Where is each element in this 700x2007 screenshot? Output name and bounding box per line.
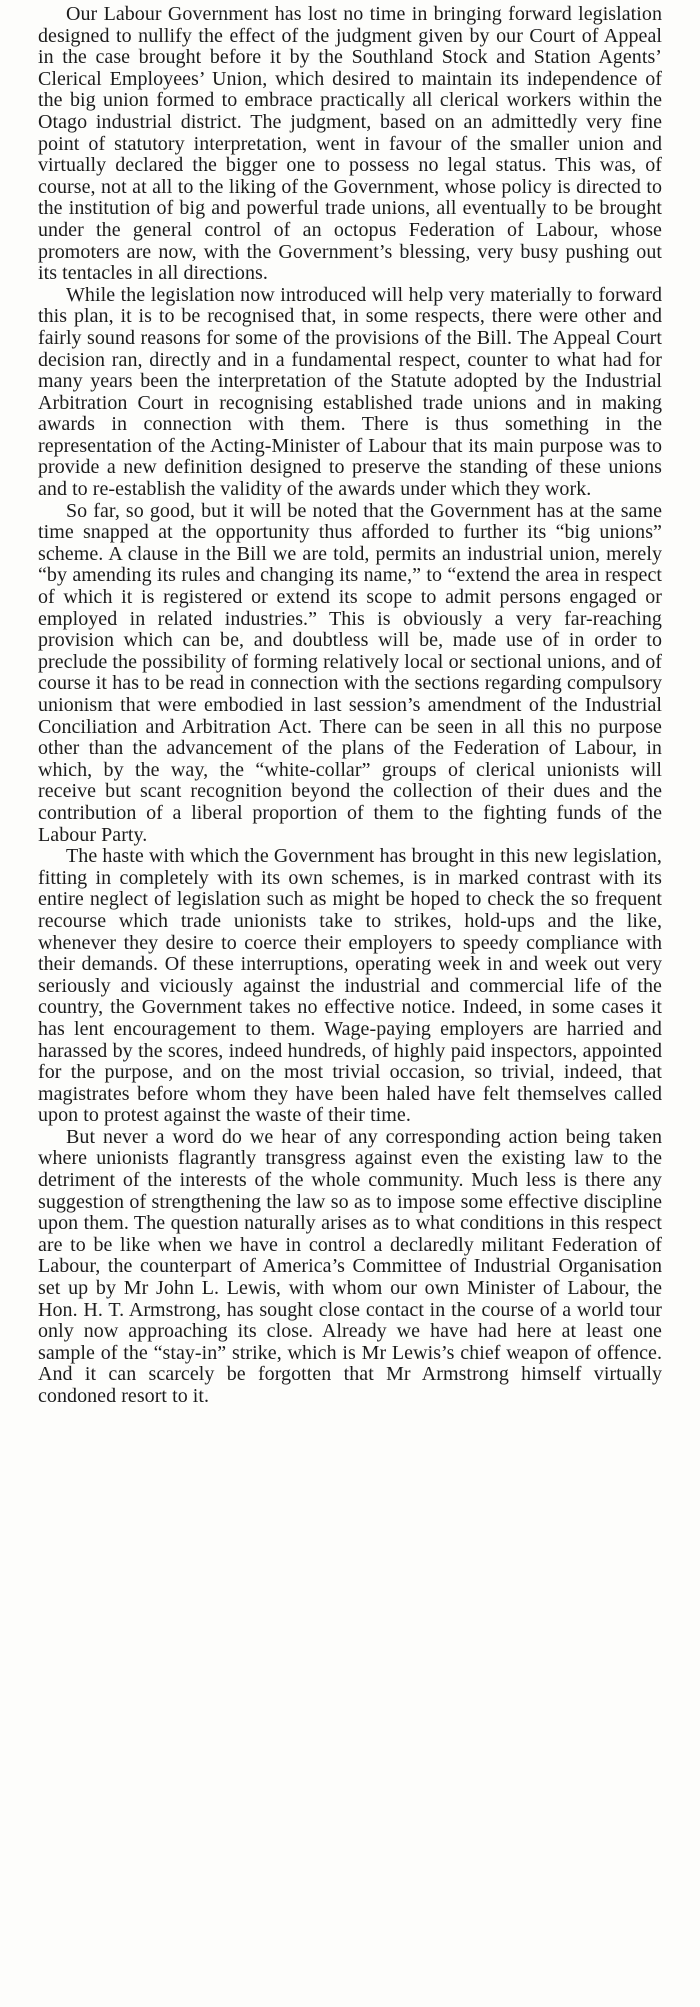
paragraph-3: So far, so good, but it will be noted that the Government has at the same time snapped at the opportunity thus afforded to further its “big unions” scheme. A clause in the Bill we are told, permits an industrial union, merely “by amending its rules and changing its name,” to “extend the area in respect of which it is registered or extend its scope to admit persons engaged or employed in related industries.” This is obviously a very far-reaching provision which can be, and doubtless will be, made use of in order to preclude the possibility of forming relatively local or sectional unions, and of course it has to be read in connection with the sections regarding compulsory unionism that were embodied in last session’s amendment of the Industrial Conciliation and Arbitration Act. There can be seen in all this no purpose other than the advancement of the plans of the Federation of Labour, in which, by the way, the “white-collar” groups of clerical unionists will receive but scant recognition beyond the collection of their dues and the contribution of a liberal proportion of them to the fighting funds of the Labour Party.	[38, 499, 662, 846]
article-column	[38, 4, 662, 1408]
paragraph-1: Our Labour Government has lost no time in bringing forward legislation designed to nullify the effect of the judgment given by our Court of Appeal in the case brought before it by the Southland Stock and Station Agents’ Clerical Employees’ Union, which desired to maintain its independence of the big union formed to embrace practically all clerical workers within the Otago industrial district. The judgment, based on an admittedly very fine point of statutory interpretation, went in favour of the smaller union and virtually declared the bigger one to possess no legal status. This was, of course, not at all to the liking of the Government, whose policy is directed to the institution of big and powerful trade unions, all eventually to be brought under the general control of an octopus Federation of Labour, whose promoters are now, with the Government’s blessing, very busy pushing out its tentacles in all directions.	[38, 3, 662, 285]
paragraph-5: But never a word do we hear of any corresponding action being taken where unionists flagrantly transgress against even the existing law to the detriment of the interests of the whole community. Much less is there any suggestion of strengthening the law so as to impose some effective discipline upon them. The question naturally arises as to what conditions in this respect are to be like when we have in control a declaredly militant Federation of Labour, the counterpart of America’s Committee of Industrial Organisation set up by Mr John L. Lewis, with whom our own Minister of Labour, the Hon. H. T. Armstrong, has sought close contact in the course of a world tour only now approaching its close. Already we have had here at least one sample of the “stay-in” strike, which is Mr Lewis’s chief weapon of offence. And it can scarcely be forgotten that Mr Armstrong himself virtually condoned resort to it.	[38, 1125, 662, 1407]
paragraph-2: While the legislation now introduced will help very materially to forward this plan, it is to be recognised that, in some respects, there were other and fairly sound reasons for some of the provisions of the Bill. The Appeal Court decision ran, directly and in a fundamental respect, counter to what had for many years been the interpretation of the Statute adopted by the Industrial Arbitration Court in recognising established trade unions and in making awards in connection with them. There is thus something in the representation of the Acting-Minister of Labour that its main purpose was to provide a new definition designed to preserve the standing of these unions and to re-establish the validity of the awards under which they work.	[38, 283, 662, 501]
paragraph-4: The haste with which the Government has brought in this new legislation, fitting in completely with its own schemes, is in marked contrast with its entire neglect of legislation such as might be hoped to check the so frequent recourse which trade unionists take to strikes, hold-ups and the like, whenever they desire to coerce their employers to speedy compliance with their demands. Of these interruptions, operating week in and week out very seriously and viciously against the industrial and commercial life of the country, the Government takes no effective notice. Indeed, in some cases it has lent encouragement to them. Wage-paying employers are harried and harassed by the scores, indeed hundreds, of highly paid inspectors, appointed for the purpose, and on the most trivial occasion, so trivial, indeed, that magistrates before whom they have been haled have felt themselves called upon to protest against the waste of their time.	[38, 845, 662, 1127]
